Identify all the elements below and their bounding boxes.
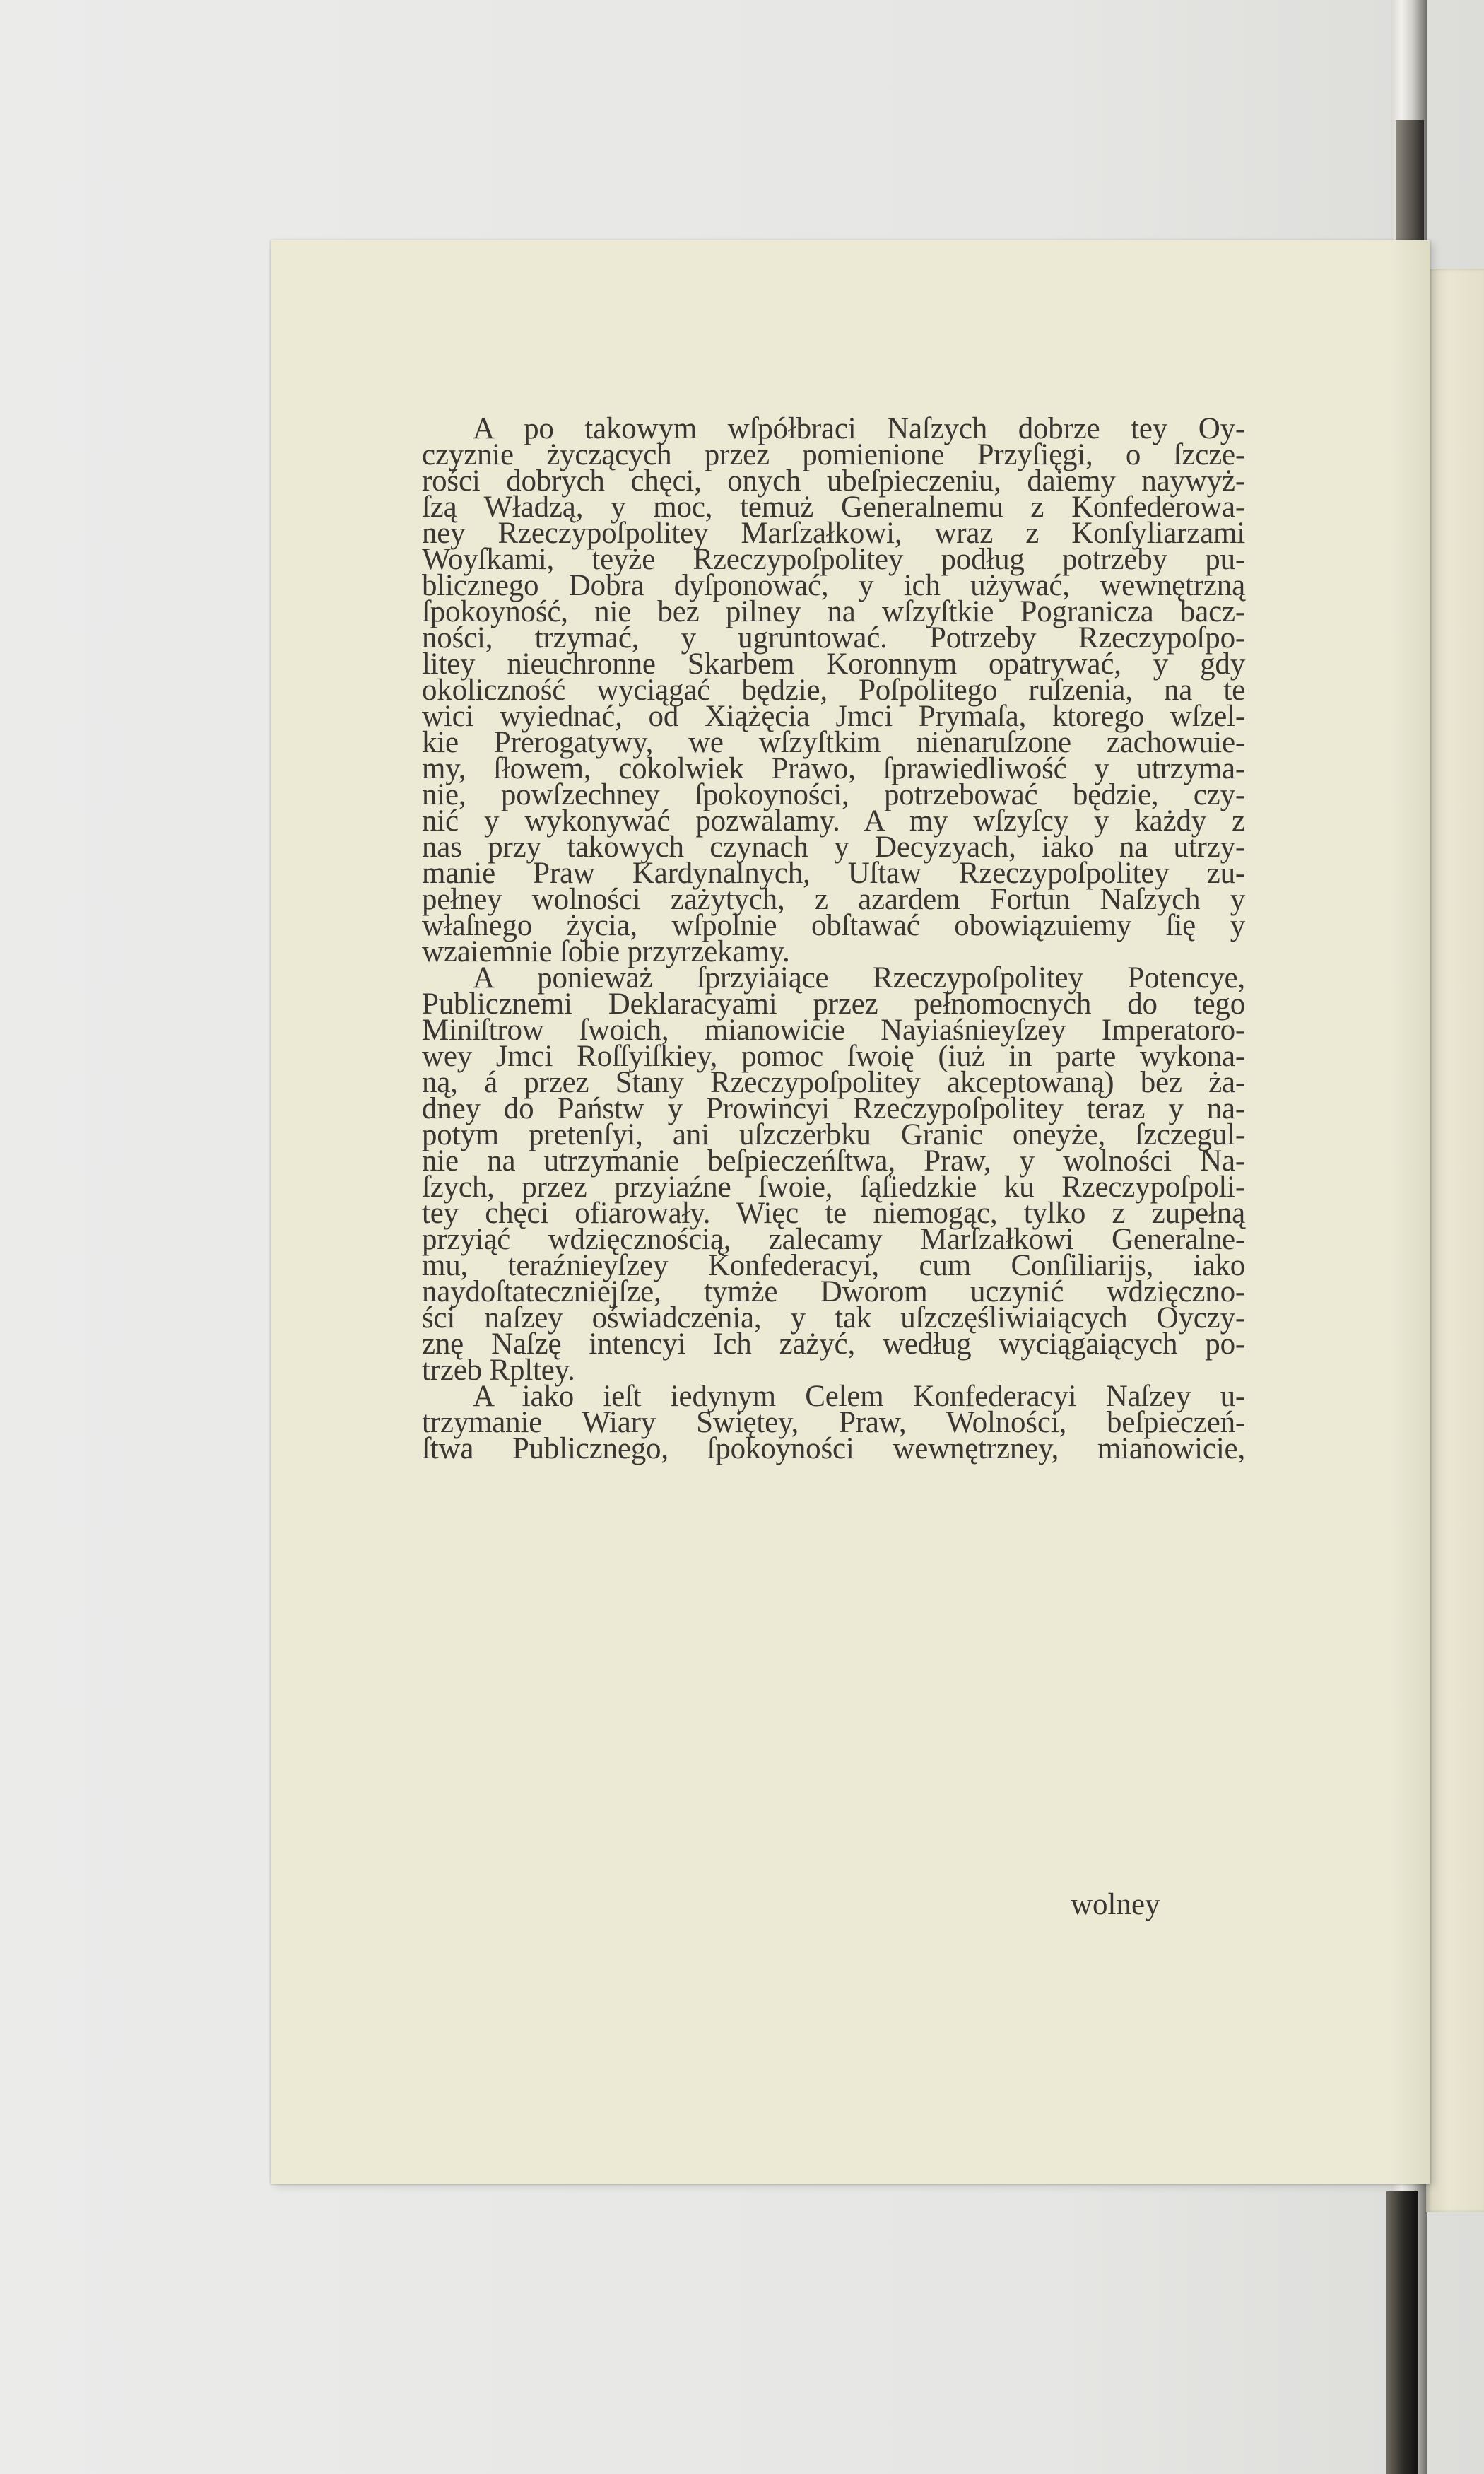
text-line: blicznego Dobra dyſponować, y ich używać, wewnętrzną [422,569,1245,602]
text-line: ną, á przez Stany Rzeczypoſpolitey akceptowaną) bez ża- [422,1066,1245,1099]
text-line: dney do Państw y Prowincyi Rzeczypoſpolitey teraz y na- [422,1092,1245,1125]
text-line: my, ſłowem, cokolwiek Prawo, ſprawiedliwość y utrzyma- [422,752,1245,785]
text-line: nas przy takowych czynach y Decyzyach, iako na utrzy- [422,831,1245,864]
document-page [271,240,1430,2184]
text-line: ſtwa Publicznego, ſpokoyności wewnętrzney, mianowicie, [422,1432,1245,1465]
text-line: nić y wykonywać pozwalamy. A my wſzyſcy y każdy z [422,804,1245,838]
text-line: tey chęci ofiarowały. Więc te niemogąc, tylko z zupełną [422,1197,1245,1230]
text-line: ney Rzeczypoſpolitey Marſzałkowi, wraz z Konſyliarzami [422,517,1245,550]
text-line: ſzą Władzą, y moc, temuż Generalnemu z Konfederowa- [422,491,1245,524]
text-line: kie Prerogatywy, we wſzyſtkim nienaruſzone zachowuie- [422,726,1245,759]
text-line: nie, powſzechney ſpokoyności, potrzebować będzie, czy- [422,778,1245,811]
catchword: wolney [1071,1888,1160,1921]
text-line: trzymanie Wiary Swiętey, Praw, Wolności, beſpieczeń- [422,1406,1245,1439]
text-line: ności, trzymać, y ugruntować. Potrzeby Rzeczypoſpo- [422,621,1245,655]
facing-page-edge [1426,269,1484,2212]
text-line: wzaiemnie ſobie przyrzekamy. [422,935,790,968]
text-line: wey Jmci Roſſyiſkiey, pomoc ſwoię (iuż in parte wykona- [422,1040,1245,1073]
body-text [422,412,1245,1465]
text-line: trzeb Rpltey. [422,1354,575,1387]
text-line: rości dobrych chęci, onych ubeſpieczeniu, daiemy naywyż- [422,464,1245,498]
text-line: A iako ieſt iedynym Celem Konfederacyi Naſzey u- [473,1380,1245,1413]
text-line: właſnego życia, wſpolnie obſtawać obowiązuiemy ſię y [422,909,1245,942]
text-line: pełney wolności zażytych, z azardem Fortun Naſzych y [422,883,1245,916]
text-line: Miniſtrow ſwoich, mianowicie Nayiaśnieyſzey Imperatoro- [422,1014,1245,1047]
text-line: litey nieuchronne Skarbem Koronnym opatrywać, y gdy [422,647,1245,681]
text-line: ſpokoyność, nie bez pilney na wſzyſtkie Pogranicza bacz- [422,595,1245,628]
text-line: A po takowym wſpółbraci Naſzych dobrze tey Oy- [473,412,1245,445]
text-line: naydoſtateczniejſze, tymże Dworom uczynić wdzięczno- [422,1275,1245,1308]
text-line: nie na utrzymanie beſpieczeńſtwa, Praw, y wolności Na- [422,1144,1245,1178]
text-line: mu, teraźnieyſzey Konfederacyi, cum Conſiliarijs, iako [422,1249,1245,1282]
text-line: czyznie życzących przez pomienione Przyſięgi, o ſzcze- [422,438,1245,471]
text-line: potym pretenſyi, ani uſzczerbku Granic oneyże, ſzczegul- [422,1118,1245,1151]
text-line: ſzych, przez przyiaźne ſwoie, ſąſiedzkie ku Rzeczypoſpoli- [422,1171,1245,1204]
text-line: okoliczność wyciągać będzie, Poſpolitego ruſzenia, na te [422,674,1245,707]
spine-shadow-bottom [1386,2191,1418,2474]
text-line: A ponieważ ſprzyiaiące Rzeczypoſpolitey Potencye, [473,961,1245,995]
text-line: Woyſkami, teyże Rzeczypoſpolitey podług potrzeby pu- [422,543,1245,576]
text-line: manie Praw Kardynalnych, Uſtaw Rzeczypoſpolitey zu- [422,857,1245,890]
text-line: ści naſzey oświadczenia, y tak uſzczęśliwiaiących Oyczy- [422,1301,1245,1335]
text-line: znę Naſzę intencyi Ich zażyć, według wyciągaiących po- [422,1327,1245,1361]
text-line: przyiąć wdzięcznością, zalecamy Marſzałkowi Generalne- [422,1223,1245,1256]
text-line: wici wyiednać, od Xiążęcia Jmci Prymaſa, ktorego wſzel- [422,700,1245,733]
text-line: Publicznemi Deklaracyami przez pełnomocnych do tego [422,987,1245,1021]
